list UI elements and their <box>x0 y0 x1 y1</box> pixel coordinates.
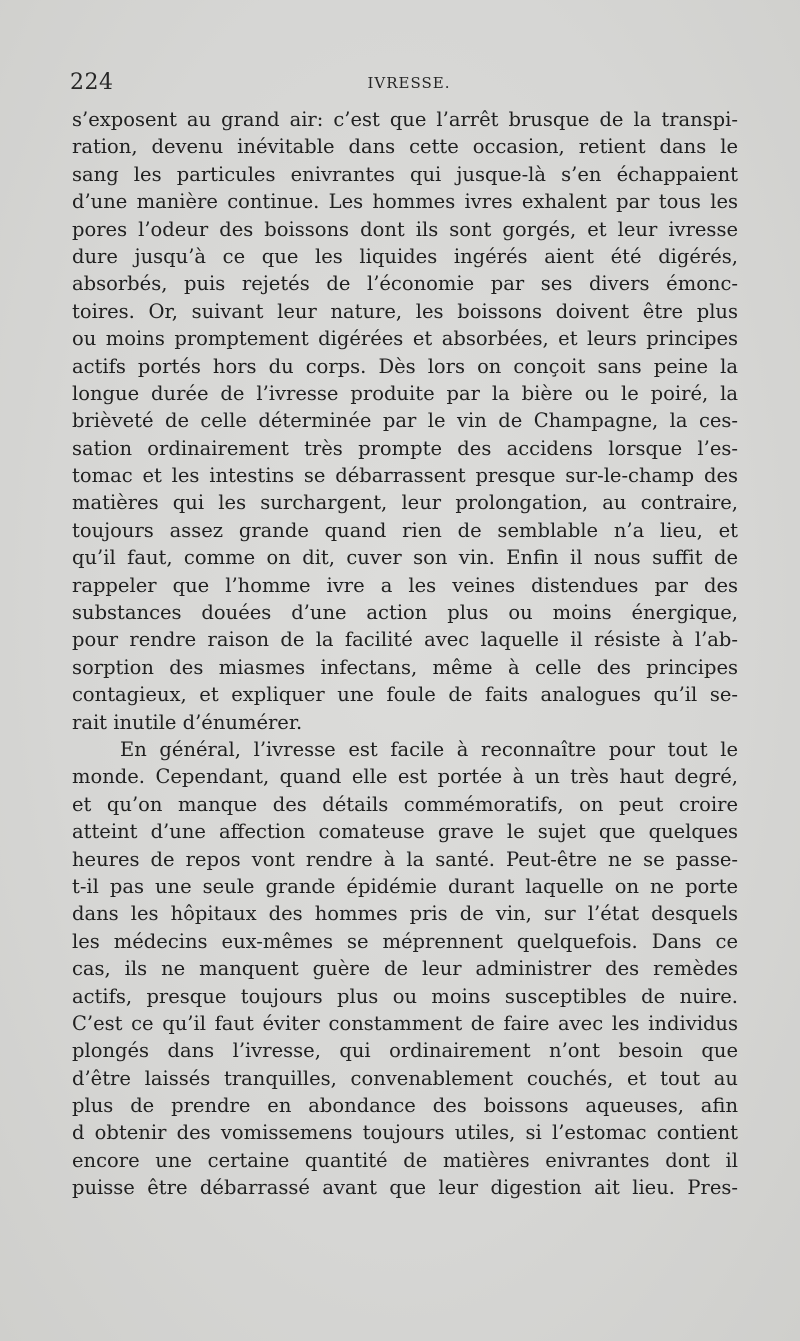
text-line: pour rendre raison de la facilité avec laquelle il résiste à l’ab- <box>72 628 738 652</box>
page-header <box>70 70 738 100</box>
text-line: plongés dans l’ivresse, qui ordinairement n’ont besoin que <box>72 1039 738 1063</box>
text-line: rappeler que l’homme ivre a les veines distendues par des <box>72 573 738 597</box>
text-line: atteint d’une affection comateuse grave le sujet que quelques <box>72 820 738 844</box>
text-line: encore une certaine quantité de matières enivrantes dont il <box>72 1148 738 1172</box>
text-line: toires. Or, suivant leur nature, les boissons doivent être plus <box>72 299 738 323</box>
text-line: En général, l’ivresse est facile à reconnaître pour tout le <box>120 737 738 761</box>
text-line: cas, ils ne manquent guère de leur administrer des remèdes <box>72 957 738 981</box>
paragraph-1 <box>72 106 738 736</box>
text-line: actifs, presque toujours plus ou moins susceptibles de nuire. <box>72 984 738 1008</box>
body-text <box>72 106 738 1202</box>
text-line: C’est ce qu’il faut éviter constamment de faire avec les individus <box>72 1011 738 1035</box>
text-line: pores l’odeur des boissons dont ils sont gorgés, et leur ivresse <box>72 217 738 241</box>
text-line: toujours assez grande quand rien de semblable n’a lieu, et <box>72 518 738 542</box>
text-line: rait inutile d’énumérer. <box>72 710 303 734</box>
page-number: 224 <box>70 70 114 95</box>
text-line: d’une manière continue. Les hommes ivres exhalent par tous les <box>72 190 738 214</box>
text-line: sorption des miasmes infectans, même à celle des principes <box>72 655 738 679</box>
running-title: IVRESSE. <box>367 74 451 92</box>
text-line: les médecins eux-mêmes se méprennent quelquefois. Dans ce <box>72 929 738 953</box>
text-line: s’exposent au grand air: c’est que l’arrêt brusque de la transpi- <box>72 108 738 131</box>
text-line: dans les hôpitaux des hommes pris de vin, sur l’état desquels <box>72 902 738 926</box>
text-line: heures de repos vont rendre à la santé. Peut-être ne se passe- <box>72 847 738 871</box>
text-line: d’être laissés tranquilles, convenablement couchés, et tout au <box>72 1066 738 1090</box>
text-line: absorbés, puis rejetés de l’économie par ses divers émonc- <box>72 272 738 296</box>
text-line: matières qui les surchargent, leur prolongation, au contraire, <box>72 491 738 515</box>
text-line: ration, devenu inévitable dans cette occasion, retient dans le <box>72 135 738 159</box>
text-line: brièveté de celle déterminée par le vin de Champagne, la ces- <box>72 409 738 433</box>
text-line: monde. Cependant, quand elle est portée à un très haut degré, <box>72 765 738 789</box>
text-line: d obtenir des vomissemens toujours utiles, si l’estomac contient <box>72 1121 738 1145</box>
text-line: longue durée de l’ivresse produite par la bière ou le poiré, la <box>72 381 738 405</box>
text-line: plus de prendre en abondance des boissons aqueuses, afin <box>72 1094 738 1118</box>
text-line: t-il pas une seule grande épidémie durant laquelle on ne porte <box>72 874 738 898</box>
text-line: contagieux, et expliquer une foule de faits analogues qu’il se- <box>72 683 738 707</box>
paragraph-2 <box>72 736 738 1202</box>
text-line: et qu’on manque des détails commémoratifs, on peut croire <box>72 792 738 816</box>
text-line: sation ordinairement très prompte des accidens lorsque l’es- <box>72 436 738 460</box>
text-line: ou moins promptement digérées et absorbées, et leurs principes <box>72 327 738 351</box>
text-line: dure jusqu’à ce que les liquides ingérés aient été digérés, <box>72 244 738 268</box>
text-line: actifs portés hors du corps. Dès lors on conçoit sans peine la <box>72 354 738 378</box>
text-line: tomac et les intestins se débarrassent presque sur-le-champ des <box>72 464 738 488</box>
text-line: sang les particules enivrantes qui jusque-là s’en échappaient <box>72 162 738 186</box>
text-line: qu’il faut, comme on dit, cuver son vin. Enfin il nous suffit de <box>72 546 738 570</box>
text-line: puisse être débarrassé avant que leur digestion ait lieu. Pres- <box>72 1176 738 1200</box>
text-line: substances douées d’une action plus ou moins énergique, <box>72 601 738 625</box>
